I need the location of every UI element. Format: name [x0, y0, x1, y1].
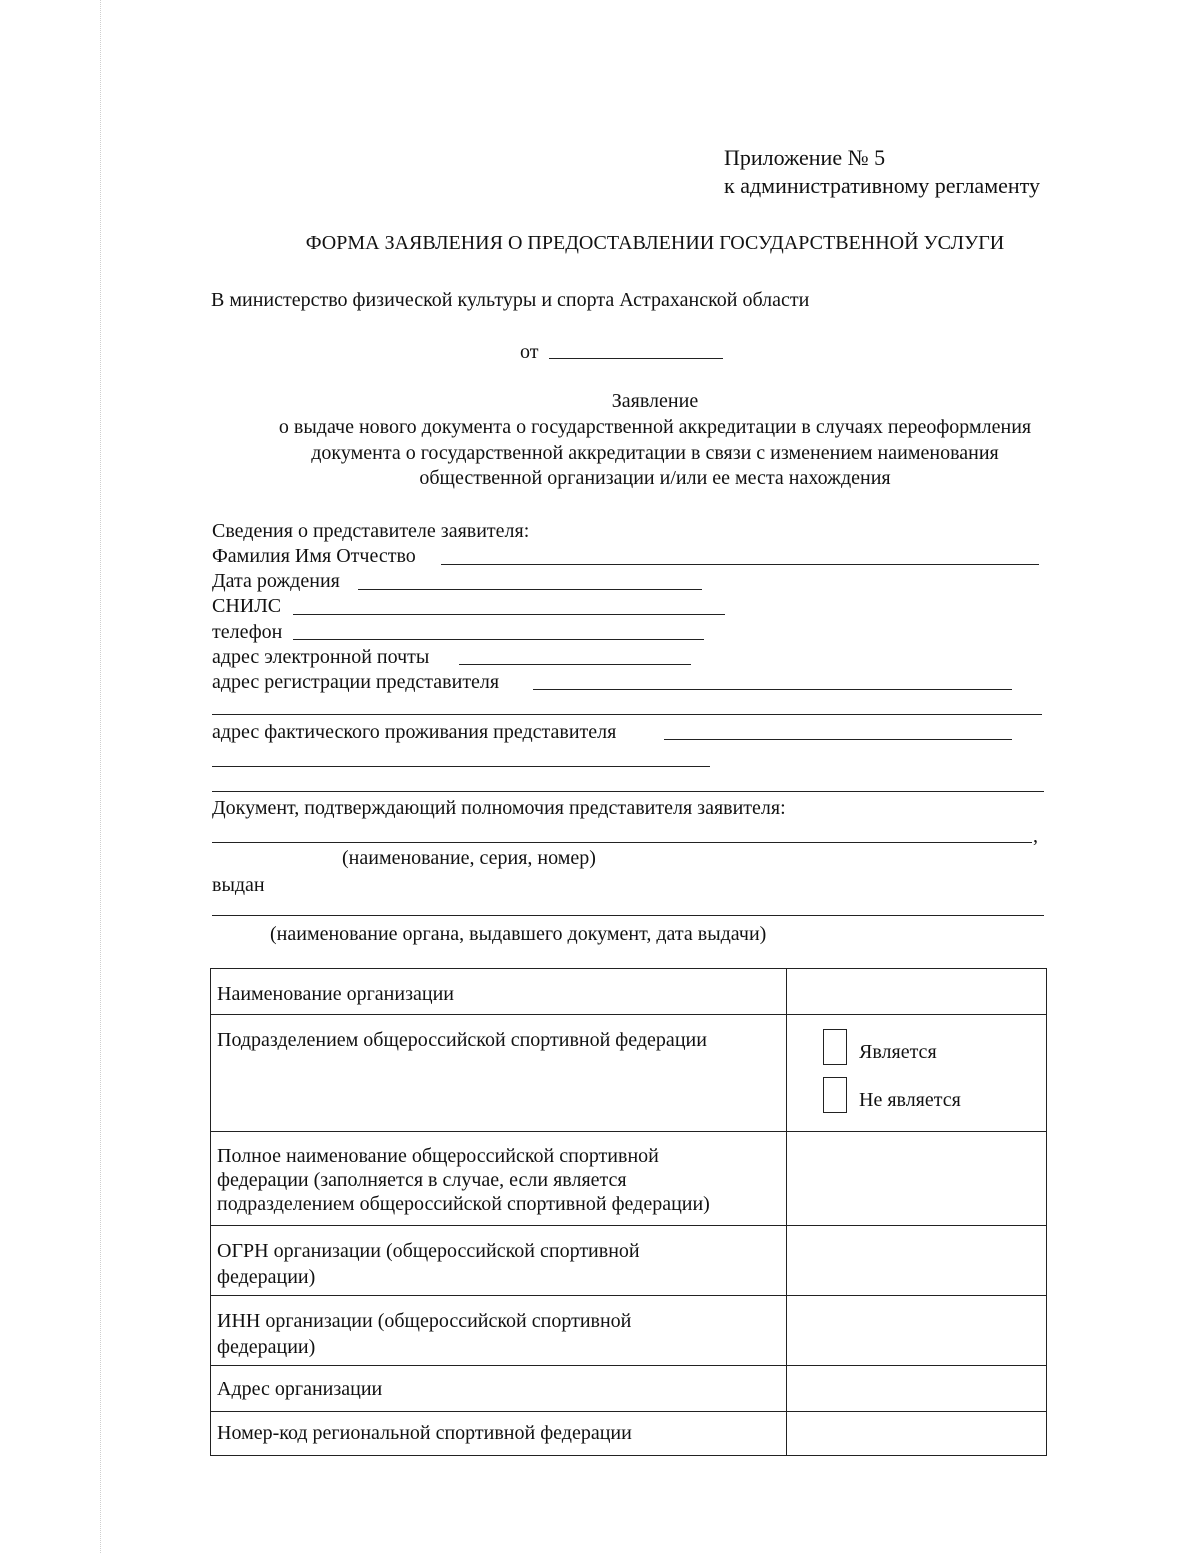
- organization-table: [210, 968, 1047, 1456]
- actual-address-field-continued[interactable]: [212, 766, 710, 767]
- issued-label: выдан: [212, 874, 265, 896]
- checkbox-no[interactable]: [823, 1077, 847, 1113]
- application-heading: Заявление: [611, 390, 699, 412]
- ogrn-value[interactable]: [787, 1226, 1047, 1296]
- application-subject-line-2: документа о государственной аккредитации в связи с изменением наименования: [311, 442, 999, 464]
- regional-code-label: [211, 1412, 787, 1456]
- org-name-text: Наименование организации: [217, 983, 454, 1005]
- federation-full-name-label: [211, 1132, 787, 1226]
- addressee: В министерство физической культуры и спорта Астраханской области: [211, 289, 810, 311]
- subdivision-text: Подразделением общероссийской спортивной федерации: [217, 1029, 707, 1051]
- application-subject-line-1: о выдаче нового документа о государственной аккредитации в случаях переоформления: [278, 416, 1032, 438]
- table-row: [211, 1226, 1047, 1296]
- inn-label: [211, 1296, 787, 1366]
- option-yes-label: Является: [859, 1041, 937, 1063]
- option-no[interactable]: [787, 1077, 1046, 1117]
- application-subject-line-3: общественной организации и/или ее места нахождения: [419, 467, 891, 489]
- appendix-regulation: к административному регламенту: [724, 173, 1040, 198]
- representative-section-title: Сведения о представителе заявителя:: [212, 520, 530, 542]
- issuer-hint: (наименование органа, выдавшего документ, дата выдачи): [270, 923, 767, 945]
- subdivision-options: [787, 1015, 1047, 1132]
- inn-line-2: федерации): [217, 1336, 316, 1358]
- actual-address-field[interactable]: [664, 739, 1012, 740]
- appendix-number: Приложение № 5: [724, 145, 886, 170]
- issuer-field[interactable]: [212, 915, 1044, 916]
- form-title: ФОРМА ЗАЯВЛЕНИЯ О ПРЕДОСТАВЛЕНИИ ГОСУДАРСТВЕННОЙ УСЛУГИ: [305, 232, 1005, 254]
- ogrn-line-1: ОГРН организации (общероссийской спортивной: [217, 1240, 640, 1262]
- federation-full-name-line-2: федерации (заполняется в случае, если является: [217, 1169, 627, 1191]
- org-name-value[interactable]: [787, 969, 1047, 1015]
- actual-address-field-extra[interactable]: [212, 791, 1044, 792]
- reg-address-field[interactable]: [533, 689, 1012, 690]
- regional-code-text: Номер-код региональной спортивной федерации: [217, 1422, 632, 1444]
- inn-value[interactable]: [787, 1296, 1047, 1366]
- table-row: [211, 1296, 1047, 1366]
- authority-doc-comma: ,: [1033, 825, 1038, 847]
- ogrn-label: [211, 1226, 787, 1296]
- from-label: от: [520, 341, 539, 363]
- reg-address-field-continued[interactable]: [212, 714, 1042, 715]
- birth-date-field[interactable]: [358, 589, 702, 590]
- authority-doc-field[interactable]: [212, 842, 1032, 843]
- address-label: [211, 1366, 787, 1412]
- snils-label: СНИЛС: [212, 595, 282, 617]
- authority-doc-hint: (наименование, серия, номер): [342, 847, 596, 869]
- inn-line-1: ИНН организации (общероссийской спортивной: [217, 1310, 632, 1332]
- federation-full-name-value[interactable]: [787, 1132, 1047, 1226]
- table-row: [211, 1015, 1047, 1132]
- from-field[interactable]: [549, 358, 723, 359]
- address-text: Адрес организации: [217, 1378, 383, 1400]
- phone-label: телефон: [212, 621, 283, 643]
- authority-doc-title: Документ, подтверждающий полномочия представителя заявителя:: [212, 797, 786, 819]
- table-row: [211, 1132, 1047, 1226]
- option-yes[interactable]: [787, 1029, 1046, 1069]
- subdivision-label: [211, 1015, 787, 1132]
- full-name-label: Фамилия Имя Отчество: [212, 545, 416, 567]
- table-row: [211, 1412, 1047, 1456]
- actual-address-label: адрес фактического проживания представителя: [212, 721, 617, 743]
- table-row: [211, 969, 1047, 1015]
- email-label: адрес электронной почты: [212, 646, 430, 668]
- org-name-label: [211, 969, 787, 1015]
- address-value[interactable]: [787, 1366, 1047, 1412]
- scan-edge-marks: [100, 0, 102, 1553]
- table-row: [211, 1366, 1047, 1412]
- federation-full-name-line-1: Полное наименование общероссийской спортивной: [217, 1145, 659, 1167]
- option-no-label: Не является: [859, 1089, 961, 1111]
- federation-full-name-line-3: подразделением общероссийской спортивной федерации): [217, 1193, 710, 1215]
- checkbox-yes[interactable]: [823, 1029, 847, 1065]
- snils-field[interactable]: [293, 614, 725, 615]
- regional-code-value[interactable]: [787, 1412, 1047, 1456]
- email-field[interactable]: [459, 664, 691, 665]
- birth-date-label: Дата рождения: [212, 570, 340, 592]
- ogrn-line-2: федерации): [217, 1266, 316, 1288]
- full-name-field[interactable]: [441, 564, 1039, 565]
- reg-address-label: адрес регистрации представителя: [212, 671, 500, 693]
- phone-field[interactable]: [293, 639, 704, 640]
